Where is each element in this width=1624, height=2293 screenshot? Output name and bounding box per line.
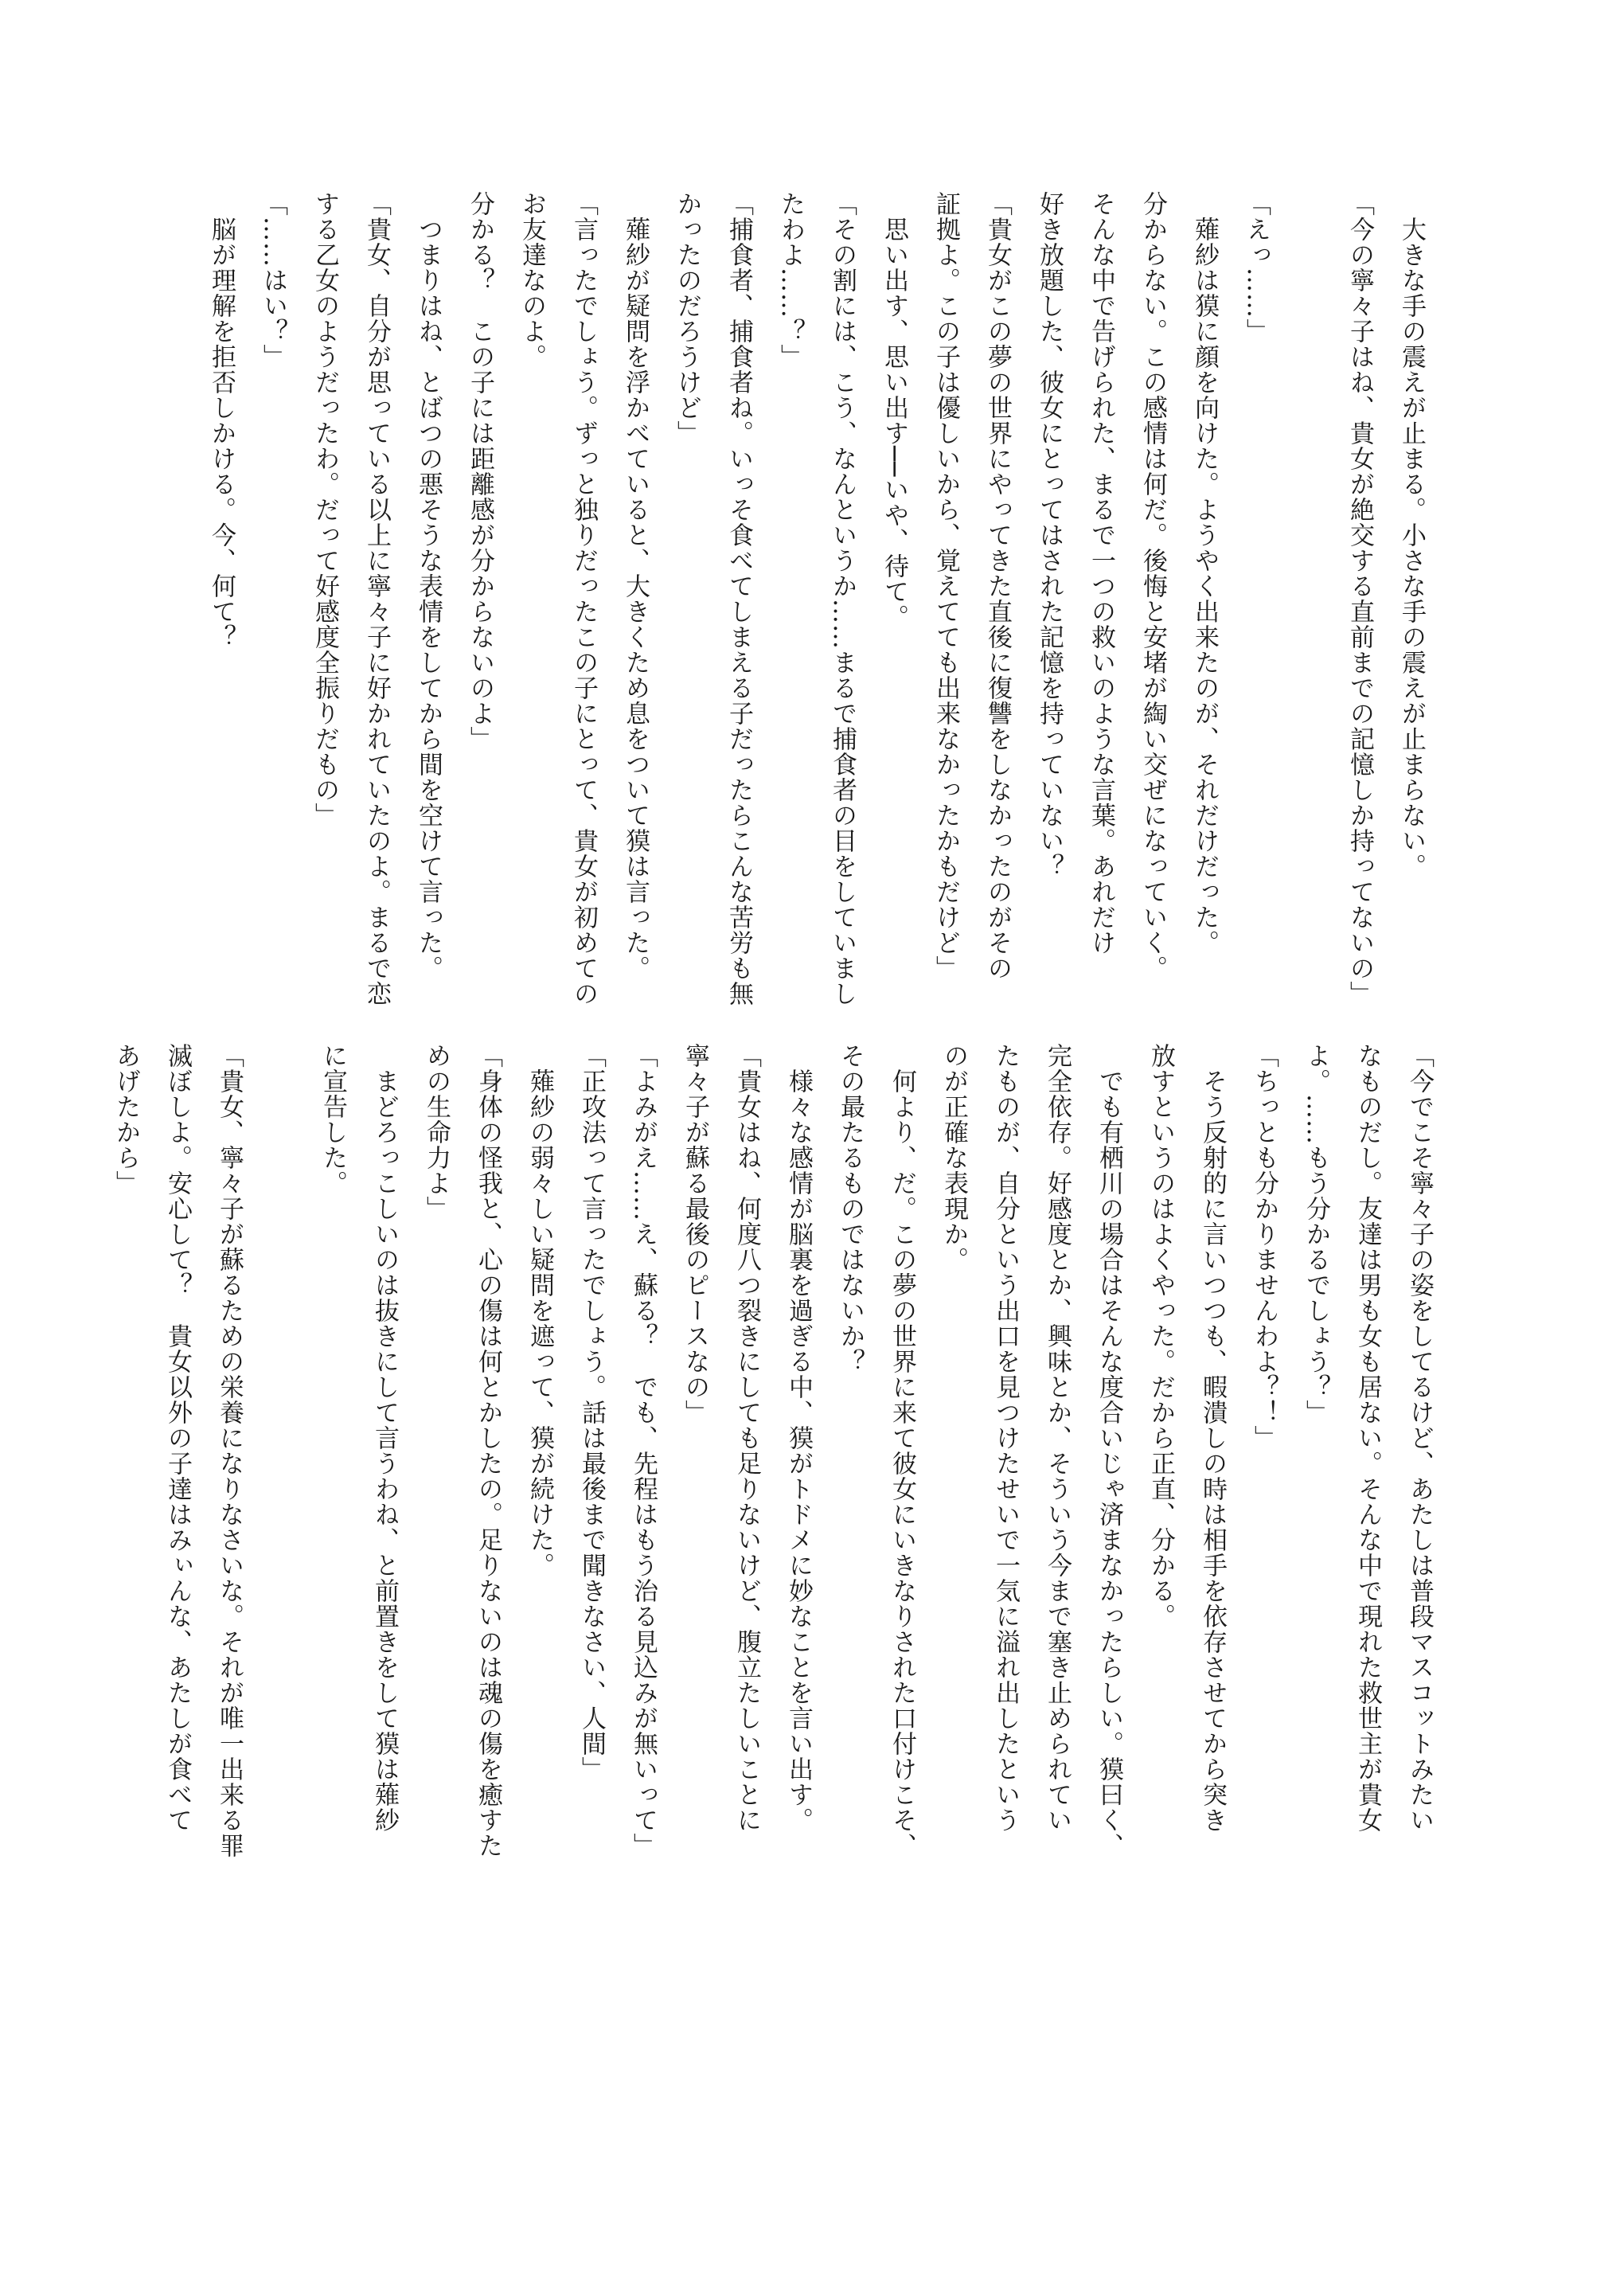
text-line: 「その割には、こう、なんというか……まるで捕食者の目をしていまし [828,191,857,1006]
text-line: 証拠よ。この子は優しいから、覚えてても出来なかったかもだけど」 [931,191,960,981]
text-line: のが正確な表現か。 [939,1043,968,1272]
text-line: 寧々子が蘇る最後のピースなの」 [681,1043,709,1425]
text-line: 薙紗の弱々しい疑問を遮って、獏が続けた。 [525,1043,554,1578]
text-line: 「言ったでしょう。ずっと独りだったこの子にとって、貴女が初めての [569,191,598,1006]
text-line: 「ちっとも分かりませんわよ？！」 [1250,1043,1279,1451]
text-line: そんな中で告げられた、まるで一つの救いのような言葉。あれだけ [1087,191,1115,955]
text-line: 何より、だ。この夢の世界に来て彼女にいきなりされた口付けこそ、 [888,1043,916,1858]
text-line: 大きな手の震えが止まる。小さな手の震えが止まらない。 [1397,191,1426,879]
text-line: する乙女のようだったわ。だって好感度全振りだもの」 [310,191,339,828]
text-line: つまりはね、とばつの悪そうな表情をしてから間を空けて言った。 [414,191,443,981]
text-line: 好き放題した、彼女にとってはされた記憶を持っていない？ [1035,191,1064,879]
text-line: よ。……もう分かるでしょう？」 [1302,1043,1330,1425]
text-line: 分かる？ この子には距離感が分からないのよ」 [466,191,494,752]
text-line: かったのだろうけど」 [673,191,701,446]
text-line: 完全依存。好感度とか、興味とか、そういう今まで塞き止められてい [1043,1043,1072,1833]
text-line: あげたから」 [111,1043,140,1196]
text-line: に宣告した。 [318,1043,347,1196]
text-line: その最たるものではないか？ [836,1043,865,1374]
text-line: 「……はい？」 [259,191,287,369]
text-line: 滅ぼしよ。安心して？ 貴女以外の子達はみぃんな、あたしが食べて [163,1043,192,1833]
text-line: 様々な感情が脳裏を過ぎる中、獏がトドメに妙なことを言い出す。 [784,1043,813,1833]
text-line [255,1043,306,1919]
text-line: 「貴女、寧々子が蘇るための栄養になりなさいな。それが唯一出来る罪 [215,1043,244,1858]
lower-text-block [100,1043,1445,1919]
text-line: そう反射的に言いつつも、暇潰しの時は相手を依存させてから突き [1198,1043,1227,1833]
text-line: 「今の寧々子はね、貴女が絶交する直前までの記憶しか持ってないの」 [1345,191,1374,1006]
text-line: 「正攻法って言ったでしょう。話は最後まで聞きなさい、人間」 [577,1043,606,1782]
text-line: お友達なのよ。 [517,191,546,369]
text-line: なものだし。友達は男も女も居ない。そんな中で現れた救世主が貴女 [1353,1043,1382,1833]
text-line: 脳が理解を拒否しかける。今、何て？ [207,191,236,650]
upper-text-block [195,191,1437,1006]
text-line: 放すというのはよくやった。だから正直、分かる。 [1146,1043,1175,1629]
text-line: 分からない。この感情は何だ。後悔と安堵が綯い交ぜになっていく。 [1138,191,1167,981]
text-line: たわよ……？」 [776,191,805,369]
text-line: 「えっ……」 [1242,191,1271,344]
text-line: 「捕食者、捕食者ね。いっそ食べてしまえる子だったらこんな苦労も無 [724,191,753,1006]
text-line: 「貴女はね、何度八つ裂きにしても足りないけど、腹立たしいことに [732,1043,761,1833]
text-line: 「よみがえ……え、蘇る？ でも、先程はもう治る見込みが無いって」 [629,1043,658,1858]
text-line: 薙紗は獏に顔を向けた。ようやく出来たのが、それだけだった。 [1190,191,1219,955]
text-line: めの生命力よ」 [422,1043,451,1221]
text-line: たものが、自分という出口を見つけたせいで一気に溢れ出したという [991,1043,1020,1833]
text-line [1282,191,1333,947]
text-line: まどろっこしいのは抜きにして言うわね、と前置きをして獏は薙紗 [370,1043,399,1833]
text-line: 「貴女がこの夢の世界にやってきた直後に復讐をしなかったのがその [983,191,1012,981]
text-line: 「今でこそ寧々子の姿をしてるけど、あたしは普段マスコットみたい [1405,1043,1434,1833]
text-line: 思い出す、思い出す──いや、待て。 [880,191,908,631]
text-line: 薙紗が疑問を浮かべていると、大きくため息をついて獏は言った。 [621,191,650,981]
text-line: 「身体の怪我と、心の傷は何とかしたの。足りないのは魂の傷を癒すた [474,1043,502,1858]
text-line: 「貴女、自分が思っている以上に寧々子に好かれていたのよ。まるで恋 [362,191,391,1006]
text-line: でも有栖川の場合はそんな度合いじゃ済まなかったらしい。獏曰く、 [1095,1043,1123,1858]
